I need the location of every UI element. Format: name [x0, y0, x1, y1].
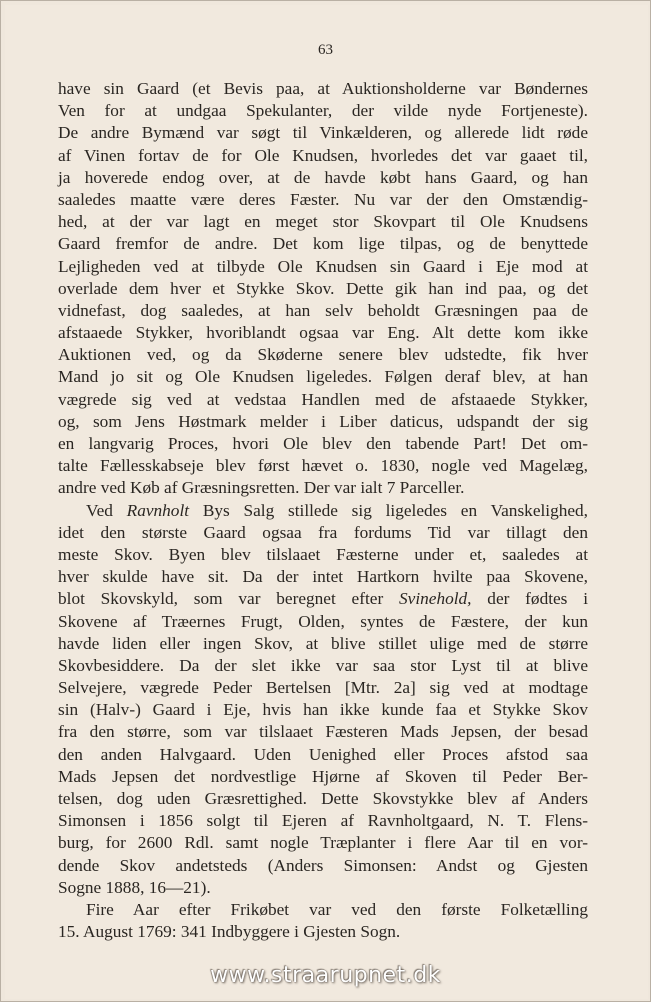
text-line: Mads Jepsen det nordvestlige Hjørne af Skoven til Peder Ber- [58, 766, 588, 786]
text-line [58, 500, 588, 522]
text-line: Fire Aar efter Frikøbet var ved den første Folketælling [86, 899, 588, 919]
text-line: af Vinen fortav de for Ole Knudsen, hvorledes det var gaaet til, [58, 145, 588, 165]
text-line: Lejligheden ved at tilbyde Ole Knudsen sin Gaard i Eje mod at [58, 256, 588, 276]
text-line: talte Fællesskabseje blev først hævet o. 1830, nogle ved Magelæg, [58, 456, 588, 476]
text-line: vægrede sig ved at vedstaa Handlen med de afstaaede Stykker, [58, 389, 588, 409]
italic-term: Ravnholt [126, 500, 190, 520]
text-line: Selvejere, vægrede Peder Bertelsen [Mtr. 2a] sig ved at modtage [58, 678, 588, 698]
text-line: have sin Gaard (et Bevis paa, at Auktionsholderne var Bøndernes [58, 79, 588, 98]
text-line: en langvarig Proces, hvori Ole blev den tabende Part! Det om- [58, 434, 588, 453]
text-line: andre ved Køb af Græsningsretten. Der var ialt 7 Parceller. [58, 478, 465, 498]
text-line: afstaaede Stykker, hvoriblandt ogsaa var Eng. Alt dette kom ikke [58, 323, 588, 343]
text-line [58, 588, 588, 610]
paragraph [58, 78, 588, 500]
text-line: den anden Halvgaard. Uden Uenighed eller Proces afstod saa [58, 744, 588, 764]
text-line: Gaard fremfor de andre. Det kom lige tilpas, og de benyttede [58, 234, 588, 254]
text-line: telsen, dog uden Græsrettighed. Dette Skovstykke blev af Anders [58, 789, 588, 808]
line-segment: blot Skovskyld, som var beregnet efter [58, 589, 400, 609]
text-line: Skovene af Træernes Frugt, Olden, syntes de Fæstere, der kun [58, 611, 588, 631]
line-segment: der fødtes i [471, 589, 589, 609]
paragraph [58, 899, 588, 943]
text-line: Mand jo sit og Ole Knudsen ligeledes. Følgen deraf blev, at han [58, 367, 588, 387]
text-line: sin (Halv-) Gaard i Eje, hvis han ikke kunde faa et Stykke Skov [58, 700, 588, 720]
text-line: De andre Bymænd var søgt til Vinkælderen, og allerede lidt røde [58, 123, 588, 143]
text-line: Ven for at undgaa Spekulanter, der vilde nyde Fortjeneste). [58, 101, 588, 121]
paragraph [58, 500, 588, 899]
text-line: vidnefast, dog saaledes, at han selv beholdt Græsningen paa de [58, 300, 588, 320]
line-segment: Bys Salg stillede sig ligeledes en Vanskelighed, [189, 500, 589, 520]
line-segment: Ved [86, 500, 127, 520]
text-line: meste Skov. Byen blev tilslaaet Fæsterne under et, saaledes at [58, 544, 588, 564]
text-line: Auktionen ved, og da Skøderne senere blev udstedte, fik hver [58, 345, 588, 365]
text-line: ja hoverede endog over, at de havde købt hans Gaard, og han [58, 167, 588, 187]
text-line: hed, at der var lagt en meget stor Skovpart til Ole Knudsens [58, 212, 588, 232]
body-text [58, 78, 588, 943]
text-line: saaledes maatte være deres Fæster. Nu var der den Omstændig- [58, 189, 588, 209]
text-line: havde liden eller ingen Skov, at blive stillet ulige med de større [58, 633, 588, 653]
watermark-text: www.straarupnet.dk [210, 963, 441, 988]
text-line: og, som Jens Høstmark melder i Liber daticus, udspandt der sig [58, 411, 588, 431]
italic-term: Svinehold, [399, 589, 472, 609]
text-line: dende Skov andetsteds (Anders Simonsen: Andst og Gjesten [58, 855, 588, 875]
text-line: overlade dem hver et Stykke Skov. Dette gik han ind paa, og det [58, 278, 588, 298]
page-number: 63 [318, 42, 333, 58]
text-line: hver skulde have sit. Da der intet Hartkorn hvilte paa Skovene, [58, 567, 588, 587]
text-line: Simonsen i 1856 solgt til Ejeren af Ravnholtgaard, N. T. Flens- [58, 811, 588, 831]
text-line: idet den største Gaard ogsaa fra fordums Tid var tillagt den [58, 522, 588, 542]
text-line: Skovbesiddere. Da der slet ikke var saa stor Lyst til at blive [58, 655, 588, 675]
text-line: 15. August 1769: 341 Indbyggere i Gjesten Sogn. [58, 922, 401, 942]
text-line: Sogne 1888, 16—21). [58, 877, 211, 897]
text-line: burg, for 2600 Rdl. samt nogle Træplanter i flere Aar til en vor- [58, 833, 588, 853]
text-line: fra den større, som var tilslaaet Fæsteren Mads Jepsen, der besad [58, 722, 588, 742]
